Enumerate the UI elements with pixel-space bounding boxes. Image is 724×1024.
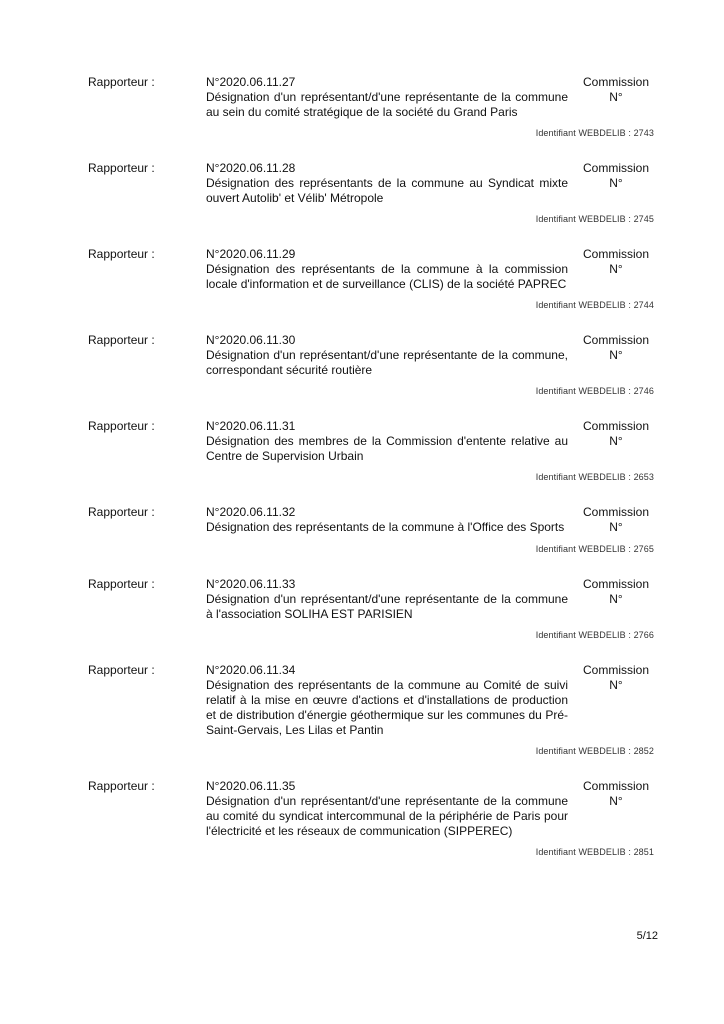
deliberation-body: [206, 663, 568, 738]
deliberation-body: [206, 419, 568, 464]
rapporteur-label: Rapporteur :: [88, 247, 155, 261]
rapporteur-label: Rapporteur :: [88, 577, 155, 591]
deliberation-body: [206, 247, 568, 292]
deliberation-number: N°2020.06.11.33: [206, 577, 296, 591]
deliberation-number: N°2020.06.11.30: [206, 333, 296, 347]
deliberation-body: [206, 505, 568, 535]
commission-block: [583, 75, 649, 105]
webdelib-identifier-value: 2766: [633, 630, 654, 640]
commission-label: Commission: [583, 505, 650, 519]
webdelib-identifier: [536, 471, 654, 483]
commission-block: [583, 161, 649, 191]
deliberation-number: N°2020.06.11.32: [206, 505, 296, 519]
commission-label: Commission: [583, 75, 650, 89]
webdelib-identifier: [536, 629, 654, 641]
deliberation-number: N°2020.06.11.28: [206, 161, 296, 175]
deliberation-number: N°2020.06.11.35: [206, 779, 296, 793]
deliberation-description: Désignation des représentants de la commune à l'Office des Sports: [206, 520, 565, 534]
commission-label: Commission: [583, 419, 650, 433]
deliberation-body: [206, 333, 568, 378]
deliberation-number: N°2020.06.11.31: [206, 419, 296, 433]
webdelib-identifier-value: 2653: [633, 472, 654, 482]
commission-number-label: N°: [609, 90, 623, 104]
commission-number-label: N°: [609, 678, 623, 692]
commission-number-label: N°: [609, 592, 623, 606]
rapporteur-label: Rapporteur :: [88, 663, 155, 677]
webdelib-identifier-value: 2851: [633, 847, 654, 857]
webdelib-identifier-label: Identifiant WEBDELIB :: [535, 746, 631, 756]
deliberation-description: Désignation des représentants de la commune à la commission locale d'information et de surveillance (CLIS) de la société PAPREC: [206, 262, 568, 291]
webdelib-identifier-label: Identifiant WEBDELIB :: [535, 300, 631, 310]
rapporteur-label: Rapporteur :: [88, 505, 155, 519]
webdelib-identifier-label: Identifiant WEBDELIB :: [535, 472, 631, 482]
commission-block: [583, 779, 649, 809]
commission-label: Commission: [583, 161, 650, 175]
deliberation-body: [206, 161, 568, 206]
commission-number-label: N°: [609, 434, 623, 448]
webdelib-identifier-label: Identifiant WEBDELIB :: [535, 630, 631, 640]
webdelib-identifier-value: 2852: [633, 746, 654, 756]
deliberation-description: Désignation des membres de la Commission d'entente relative au Centre de Supervision Urbain: [206, 434, 568, 463]
webdelib-identifier-label: Identifiant WEBDELIB :: [535, 847, 631, 857]
deliberation-description: Désignation des représentants de la commune au Comité de suivi relatif à la mise en œuvre d'actions et d'installations de production et de distribution d'énergie géothermique sur les communes du Pré-Saint-Gervais, Les Lilas et Pantin: [206, 678, 568, 737]
webdelib-identifier-value: 2745: [633, 214, 654, 224]
deliberation-description: Désignation d'un représentant/d'une représentante de la commune à l'association SOLIHA EST PARISIEN: [206, 592, 568, 621]
deliberation-number: N°2020.06.11.27: [206, 75, 296, 89]
commission-label: Commission: [583, 333, 650, 347]
rapporteur-label: Rapporteur :: [88, 779, 155, 793]
deliberation-body: [206, 75, 568, 120]
deliberation-body: [206, 779, 568, 839]
webdelib-identifier-value: 2744: [633, 300, 654, 310]
webdelib-identifier-value: 2765: [633, 544, 654, 554]
deliberation-description: Désignation des représentants de la commune au Syndicat mixte ouvert Autolib' et Vélib' Métropole: [206, 176, 568, 205]
commission-block: [583, 577, 649, 607]
commission-block: [583, 663, 649, 693]
deliberation-number: N°2020.06.11.29: [206, 247, 296, 261]
commission-label: Commission: [583, 779, 650, 793]
commission-number-label: N°: [609, 262, 623, 276]
commission-label: Commission: [583, 577, 650, 591]
deliberation-description: Désignation d'un représentant/d'une représentante de la commune, correspondant sécurité routière: [206, 348, 568, 377]
rapporteur-label: Rapporteur :: [88, 161, 155, 175]
webdelib-identifier-label: Identifiant WEBDELIB :: [535, 386, 631, 396]
deliberation-number: N°2020.06.11.34: [206, 663, 296, 677]
deliberation-description: Désignation d'un représentant/d'une représentante de la commune au sein du comité stratégique de la société du Grand Paris: [206, 90, 568, 119]
webdelib-identifier-value: 2746: [633, 386, 654, 396]
commission-block: [583, 419, 649, 449]
rapporteur-label: Rapporteur :: [88, 333, 155, 347]
commission-number-label: N°: [609, 794, 623, 808]
webdelib-identifier: [536, 213, 654, 225]
rapporteur-label: Rapporteur :: [88, 419, 155, 433]
commission-label: Commission: [583, 247, 650, 261]
rapporteur-label: Rapporteur :: [88, 75, 155, 89]
commission-label: Commission: [583, 663, 650, 677]
webdelib-identifier-label: Identifiant WEBDELIB :: [535, 128, 631, 138]
page-number: 5/12: [636, 930, 658, 942]
webdelib-identifier: [536, 299, 654, 311]
webdelib-identifier: [536, 745, 654, 757]
deliberation-description: Désignation d'un représentant/d'une représentante de la commune au comité du syndicat intercommunal de la périphérie de Paris pour l'électricité et les réseaux de communication (SIPPEREC): [206, 794, 568, 838]
commission-number-label: N°: [609, 348, 623, 362]
webdelib-identifier-label: Identifiant WEBDELIB :: [535, 214, 631, 224]
commission-block: [583, 333, 649, 363]
webdelib-identifier: [536, 543, 654, 555]
webdelib-identifier-label: Identifiant WEBDELIB :: [535, 544, 631, 554]
webdelib-identifier-value: 2743: [633, 128, 654, 138]
commission-number-label: N°: [609, 176, 623, 190]
webdelib-identifier: [536, 127, 654, 139]
webdelib-identifier: [536, 385, 654, 397]
commission-block: [583, 505, 649, 535]
deliberation-body: [206, 577, 568, 622]
commission-number-label: N°: [609, 520, 623, 534]
commission-block: [583, 247, 649, 277]
webdelib-identifier: [536, 846, 654, 858]
